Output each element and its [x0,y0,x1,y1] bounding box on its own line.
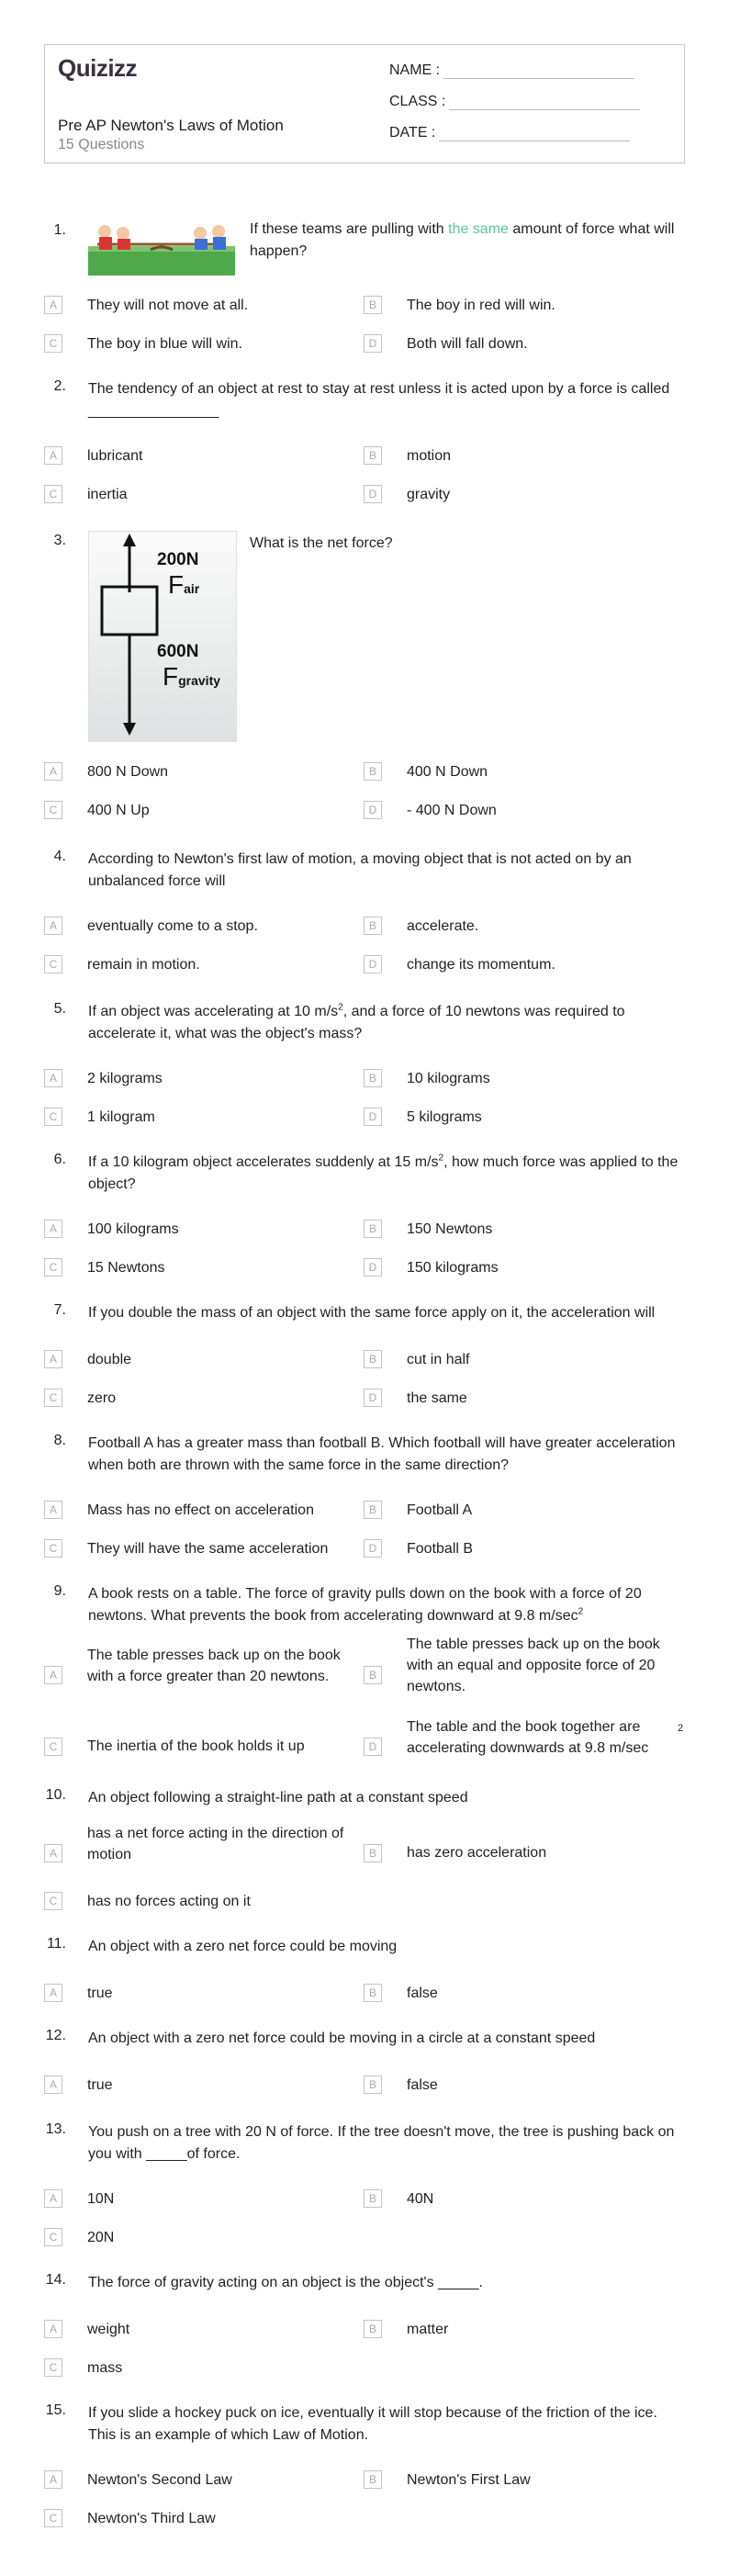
option-text: has a net force acting in the direction of motion [87,1826,344,1862]
option-letter: A [44,1501,62,1519]
option-letter: C [44,2228,62,2246]
option-c[interactable] [44,2358,123,2377]
question-text: If you slide a hockey puck on ice, eventually it will stop because of the friction of the ice. This is an example of which Law of Motion. [88,2405,657,2443]
option-d[interactable] [364,1539,474,1558]
option-d[interactable] [364,485,451,503]
option-text: Football A [407,1502,473,1518]
option-text: 2 kilograms [87,1070,163,1086]
option-letter: C [44,1738,62,1756]
option-text: lubricant [87,447,143,464]
option-d[interactable] [364,1389,467,1407]
option-text: false [407,2076,438,2093]
option-text: zero [87,1389,117,1406]
option-a[interactable] [44,762,169,781]
option-letter: B [364,446,382,465]
option-letter: B [364,1666,382,1684]
question-text: If you double the mass of an object with the same force apply on it, the acceleration will [88,1305,656,1321]
option-d[interactable] [364,1258,499,1277]
force-diagram [88,531,237,742]
force-symbol: F [163,662,179,691]
option-text: accelerate. [407,917,479,934]
class-line [449,93,640,110]
option-d[interactable] [364,334,528,353]
option-b[interactable] [364,1637,660,1694]
option-letter: A [44,446,62,465]
option-b[interactable] [364,1069,490,1087]
option-text: 150 Newtons [407,1221,493,1237]
stray-superscript: 2 [678,1723,684,1734]
option-letter: A [44,1666,62,1684]
option-letter: B [364,1984,382,2002]
bottom-force-value: 600N [157,642,199,661]
option-text: 400 N Up [87,802,150,818]
option-text: motion [407,447,452,464]
worksheet-header [44,44,685,163]
option-b[interactable] [364,2189,434,2208]
option-letter: B [364,1220,382,1238]
question-number: 10. [45,1787,66,1803]
option-a[interactable] [44,1350,132,1368]
option-text: inertia [87,486,128,502]
option-a[interactable] [44,1648,341,1684]
class-field[interactable] [389,93,640,110]
option-letter: C [44,2509,62,2527]
option-text: 40N [407,2190,434,2207]
question-text: You push on a tree with 20 N of force. If the tree doesn't move, the tree is pushing back on you with _____of force. [88,2124,675,2162]
option-c[interactable] [44,801,150,819]
date-field[interactable] [389,124,630,141]
option-text: Football B [407,1540,474,1557]
option-d[interactable] [364,1719,649,1756]
option-b[interactable] [364,446,452,465]
option-text: false [407,1985,438,2001]
option-text: 100 kilograms [87,1221,179,1237]
date-line [439,124,630,141]
option-letter: D [364,955,382,973]
option-text: 10 kilograms [407,1070,490,1086]
option-text: Mass has no effect on acceleration [87,1502,314,1518]
option-a[interactable] [44,446,143,465]
option-text: Newton's Third Law [87,2510,216,2526]
force-symbol: F [168,570,185,599]
question-text-part: amount of force what will happen? [250,221,675,259]
question-text-part: , and a force of 10 newtons was required to accelerate it, what was the object's mass? [88,1004,625,1041]
option-c[interactable] [44,1738,305,1756]
option-d[interactable] [364,1108,482,1126]
option-text: mass [87,2359,123,2376]
option-letter: C [44,1389,62,1407]
option-a[interactable] [44,2189,115,2208]
option-text: matter [407,2321,449,2337]
option-letter: D [364,334,382,353]
question-number: 12. [45,2028,66,2043]
option-c[interactable] [44,1892,251,1910]
question-number: 2. [53,378,66,394]
option-a[interactable] [44,296,249,314]
option-text: 150 kilograms [407,1259,499,1276]
option-letter: B [364,1844,382,1862]
option-a[interactable] [44,2470,232,2489]
force-subscript: gravity [178,673,221,688]
superscript: 2 [338,1002,343,1013]
option-c[interactable] [44,2228,115,2246]
option-a[interactable] [44,1220,179,1238]
name-label: NAME : [389,62,441,78]
top-force-label [168,570,199,600]
option-text: 20N [87,2229,115,2245]
option-letter: A [44,1350,62,1368]
question-number: 8. [53,1433,66,1448]
option-text: The table and the book together are accelerating downwards at 9.8 m/sec [407,1719,649,1756]
bottom-force-label [163,662,220,692]
tug-of-war-image [88,219,235,276]
option-text: They will not move at all. [87,297,249,313]
option-letter: B [364,2075,382,2094]
option-c[interactable] [44,955,200,973]
option-text: the same [407,1389,467,1406]
question-text-part: A book rests on a table. The force of gravity pulls down on the book with a force of 20 newtons. What prevents the book from accelerating downward at 9.8 m/sec [88,1586,642,1624]
quizizz-logo: Quizizz [58,54,138,82]
question-number: 6. [53,1152,66,1167]
option-text: The boy in red will win. [407,297,555,313]
option-c[interactable] [44,334,242,353]
question-text [88,1001,683,1045]
option-text: They will have the same acceleration [87,1540,329,1557]
question-text [88,1152,683,1196]
option-letter: C [44,1539,62,1558]
option-letter: A [44,2075,62,2094]
option-c[interactable] [44,1108,155,1126]
option-b[interactable] [364,917,479,935]
option-c[interactable] [44,485,128,503]
question-number: 7. [53,1302,66,1318]
option-a[interactable] [44,1984,113,2002]
worksheet-title: Pre AP Newton's Laws of Motion [58,117,284,134]
date-label: DATE : [389,125,436,141]
option-letter: D [364,485,382,503]
option-text: 15 Newtons [87,1259,165,1276]
option-b[interactable] [364,296,555,314]
option-letter: A [44,2470,62,2489]
option-text: Newton's First Law [407,2471,531,2488]
option-letter: B [364,1350,382,1368]
question-text: An object with a zero net force could be moving in a circle at a constant speed [88,2030,596,2046]
option-d[interactable] [364,955,555,973]
option-letter: B [364,917,382,935]
option-b[interactable] [364,2470,531,2489]
question-text: According to Newton's first law of motion, a moving object that is not acted on by an unbalanced force will [88,851,632,889]
option-text: - 400 N Down [407,802,497,818]
option-letter: A [44,2320,62,2338]
option-text: gravity [407,486,451,502]
question-number: 11. [46,1936,66,1952]
question-text [88,1583,683,1627]
name-field[interactable] [389,62,634,79]
option-letter: B [364,2320,382,2338]
option-text: 10N [87,2190,115,2207]
question-number: 9. [53,1583,66,1599]
class-label: CLASS : [389,94,446,109]
option-letter: B [364,762,382,781]
option-letter: D [364,1738,382,1756]
question-number: 15. [45,2402,66,2418]
option-b[interactable] [364,1984,438,2002]
question-text: An object with a zero net force could be moving [88,1939,398,1954]
question-number: 3. [53,533,66,548]
question-text: What is the net force? [250,535,393,551]
question-text: The tendency of an object at rest to stay at rest unless it is acted upon by a force is called ________________ [88,381,670,419]
option-letter: B [364,2470,382,2489]
option-text: The inertia of the book holds it up [87,1738,305,1754]
option-text: 5 kilograms [407,1108,482,1125]
option-letter: B [364,2189,382,2208]
option-letter: D [364,1539,382,1558]
option-letter: B [364,296,382,314]
option-letter: C [44,334,62,353]
option-c[interactable] [44,1539,329,1558]
question-number: 4. [53,849,66,864]
option-letter: C [44,485,62,503]
question-number: 5. [53,1001,66,1017]
option-a[interactable] [44,917,258,935]
option-letter: C [44,2358,62,2377]
option-text: weight [87,2321,130,2337]
option-text: has no forces acting on it [87,1893,251,1909]
question-text: The force of gravity acting on an object is the object's _____. [88,2275,483,2290]
option-b[interactable] [364,1220,493,1238]
option-letter: A [44,2189,62,2208]
option-a[interactable] [44,2075,113,2094]
option-c[interactable] [44,1258,165,1277]
option-a[interactable] [44,1501,314,1519]
option-text: The boy in blue will win. [87,335,242,352]
highlighted-text: the same [448,221,509,237]
option-letter: D [364,1108,382,1126]
option-text: change its momentum. [407,956,555,973]
option-letter: C [44,1892,62,1910]
option-letter: C [44,801,62,819]
option-letter: C [44,955,62,973]
option-letter: B [364,1501,382,1519]
option-text: 400 N Down [407,763,488,780]
question-count: 15 Questions [58,137,145,152]
option-b[interactable] [364,2320,449,2338]
option-text: cut in half [407,1351,470,1367]
option-letter: C [44,1108,62,1126]
option-letter: A [44,1220,62,1238]
option-a[interactable] [44,2320,130,2338]
question-text-part: , how much force was applied to the object? [88,1154,679,1192]
question-number: 1. [53,222,66,238]
option-letter: D [364,1389,382,1407]
option-text: true [87,2076,113,2093]
option-c[interactable] [44,2509,216,2527]
option-text: The table presses back up on the book with an equal and opposite force of 20 newtons. [407,1637,660,1694]
question-text-part: If an object was accelerating at 10 m/s [88,1004,339,1019]
question-number: 14. [45,2272,66,2288]
question-text [250,219,681,263]
option-letter: D [364,801,382,819]
option-b[interactable] [364,1501,473,1519]
option-letter: D [364,1258,382,1277]
option-letter: A [44,296,62,314]
option-d[interactable] [364,801,497,819]
option-text: 1 kilogram [87,1108,155,1125]
option-text: eventually come to a stop. [87,917,258,934]
option-letter: A [44,1984,62,2002]
option-a[interactable] [44,1069,163,1087]
option-text: double [87,1351,132,1367]
option-text: Both will fall down. [407,335,528,352]
option-text: Newton's Second Law [87,2471,232,2488]
question-text-part: If a 10 kilogram object accelerates suddenly at 15 m/s [88,1154,439,1170]
option-b[interactable] [364,2075,438,2094]
question-number: 13. [45,2121,66,2137]
option-a[interactable] [44,1826,344,1862]
option-b[interactable] [364,762,488,781]
option-text: true [87,1985,113,2001]
top-force-value: 200N [157,550,199,569]
question-text: Football A has a greater mass than football B. Which football will have greater acceleration when both are thrown with the same force in the same direction? [88,1435,676,1473]
question-text: An object following a straight-line path at a constant speed [88,1790,468,1805]
option-text: The table presses back up on the book with a force greater than 20 newtons. [87,1648,341,1684]
option-text: remain in motion. [87,956,200,973]
option-letter: A [44,1069,62,1087]
name-line [443,62,634,79]
option-c[interactable] [44,1389,117,1407]
question-text-part: If these teams are pulling with [250,221,449,237]
force-subscript: air [184,581,200,596]
option-letter: A [44,917,62,935]
option-letter: B [364,1069,382,1087]
superscript: 2 [578,1606,584,1617]
option-b[interactable] [364,1844,547,1862]
option-text: 800 N Down [87,763,169,780]
option-letter: A [44,762,62,781]
option-b[interactable] [364,1350,470,1368]
superscript: 2 [438,1153,444,1164]
option-text: has zero acceleration [407,1845,547,1861]
option-letter: C [44,1258,62,1277]
option-letter: A [44,1844,62,1862]
